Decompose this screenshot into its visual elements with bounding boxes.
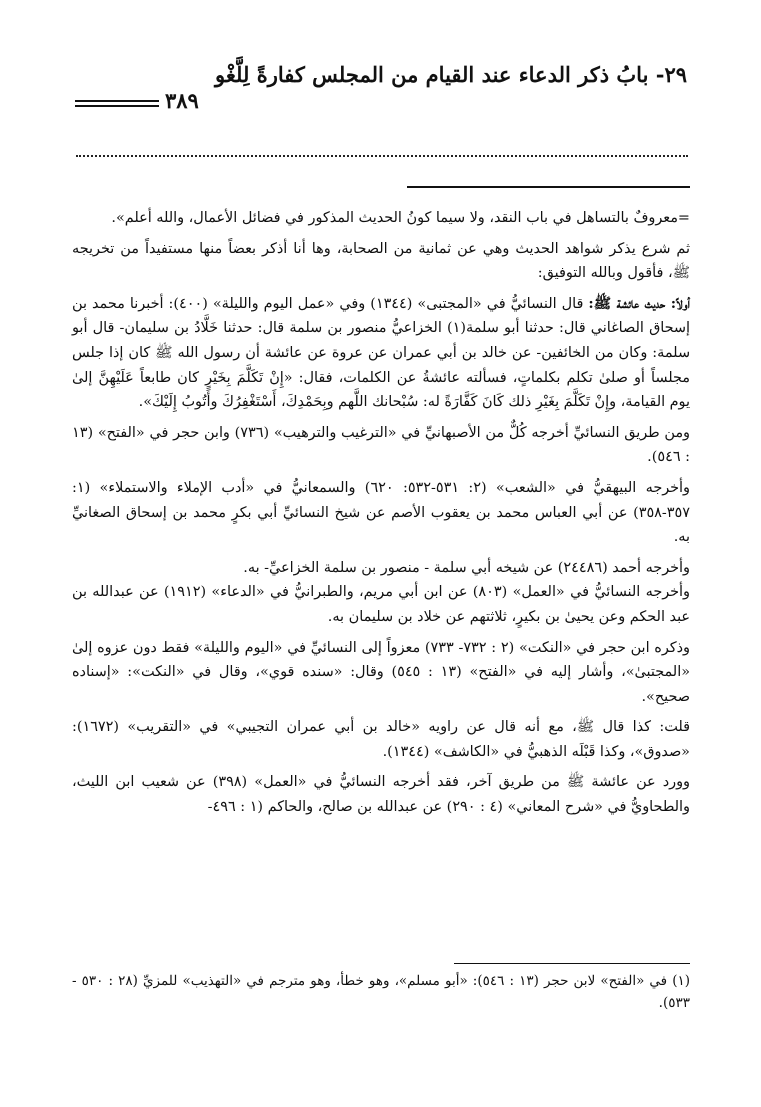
footnote-divider bbox=[454, 963, 690, 964]
header-double-rule-top bbox=[75, 100, 159, 102]
paragraph-3 bbox=[72, 292, 690, 415]
paragraph-9: قلت: كذا قال ﷺ، مع أنه قال عن راويه «خالد بن أبي عمران التجيبي» في «التقريب» (١٦٧٢): «صدوق»، وكذا قَبْلَه الذهبيُّ في «الكاشف» (١٣٤٤). bbox=[72, 719, 690, 760]
main-text bbox=[72, 206, 690, 826]
paragraph-10: وورد عن عائشة ﷺ من طريق آخر، فقد أخرجه النسائيُّ في «العمل» (٣٩٨) عن شعيب ابن الليث، والطحاويُّ في «شرح المعاني» (٤ : ٢٩٠) عن عبدالله بن صالح، والحاكم (١ : ٤٩٦- bbox=[72, 774, 690, 816]
page-number: ٣٨٩ bbox=[165, 88, 199, 113]
paragraph-5: وأخرجه البيهقيُّ في «الشعب» (٢: ٥٣١-٥٣٢: ٦٢٠) والسمعانيُّ في «أدب الإملاء والاستملاء» (١: ٣٥٧-٣٥٨) عن أبي العباس محمد بن يعقوب الأصم عن شيخ النسائيِّ أبي بكرٍ محمد بن إسحاق الصغانيِّ به. bbox=[72, 479, 690, 546]
paragraph-6: وأخرجه أحمد (٢٤٤٨٦) عن شيخه أبي سلمة - منصور بن سلمة الخزاعيِّ- به. bbox=[243, 559, 690, 576]
paragraph-4: ومن طريق النسائيِّ أخرجه كُلٌّ من الأصبهانيِّ في «الترغيب والترهيب» (٧٣٦) وابن حجر في «الفتح» (١٣ : ٥٤٦). bbox=[72, 424, 690, 466]
chapter-title: ٢٩- بابُ ذكر الدعاء عند القيام من المجلس كفارةً لِلَّغْو bbox=[215, 62, 687, 87]
header-double-rule-bottom bbox=[75, 105, 159, 107]
footnote-section bbox=[72, 970, 690, 1014]
paragraph-8: وذكره ابن حجر في «النكت» (٢ : ٧٣٢- ٧٣٣) معزواً إلى النسائيِّ في «اليوم والليلة» فقط دون عزوه إلىٰ «المجتبىٰ»، وأشار إليه في «الفتح» (١٣ : ٥٤٥) وقال: «سنده قوي»، وقال في «النكت»: «إسناده صحيح». bbox=[72, 639, 690, 705]
paragraph-1: =معروفٌ بالتساهل في باب النقد، ولا سيما كونُ الحديث المذكور في فضائل الأعمال، والله أعلم». bbox=[111, 210, 690, 226]
dotted-divider bbox=[76, 155, 688, 157]
footnote-1: (١) في «الفتح» لابن حجر (١٣ : ٥٤٦): «أبو مسلم»، وهو خطأ، وهو مترجم في «التهذيب» للمزيِّ (٢٨ : ٥٣٠ - ٥٣٣). bbox=[72, 973, 691, 1011]
page-header bbox=[75, 60, 687, 113]
paragraph-3-text: قال النسائيُّ في «المجتبى» (١٣٤٤) وفي «عمل اليوم والليلة» (٤٠٠): أخبرنا محمد بن إسحاق الصاغاني قال: حدثنا أبو سلمة(١) الخزاعيُّ منصور بن سلمة قال: حدثنا خَلَّادُ بن سليمان- قال أبو سلمة: وكان من الخائفين- عن خالد بن أبي عمران عن عروة عن عائشة أن رسول الله ﷺ كان إذا جلس مجلساً أو صلىٰ تكلم بكلماتٍ، فسألته عائشةُ عن الكلمات، فقال: «إِنْ تَكَلَّمَ بِخَيْرٍ كان طابعاً عَلَيْهِنَّ إلىٰ يوم القيامة، وإِنْ تَكَلَّمَ بِغَيْرِ ذلك كَانَ كَفَّارَةً له: سُبْحانك اللَّهم وبِحَمْدِكَ، أَسْتَغْفِرُكَ وأَتُوبُ إِلَيْكَ». bbox=[72, 295, 690, 411]
paragraph-7: وأخرجه النسائيُّ في «العمل» (٨٠٣) عن ابن أبي مريم، والطبرانيُّ في «الدعاء» (١٩١٢) عن عبدالله بن عبد الحكم وعن يحيىٰ بن بكيرٍ، ثلاثتهم عن خلاد بن سليمان به. bbox=[72, 584, 691, 625]
section-heading-aisha: أولاً: حديث عائشة ﷺ: bbox=[588, 294, 691, 312]
solid-divider bbox=[407, 186, 690, 188]
paragraph-2: ثم شرع يذكر شواهد الحديث وهي عن ثمانية من الصحابة، وها أنا أذكر بعضاً منها مستفيداً من تخريجه ﷺ، فأقول وبالله التوفيق: bbox=[72, 240, 690, 282]
